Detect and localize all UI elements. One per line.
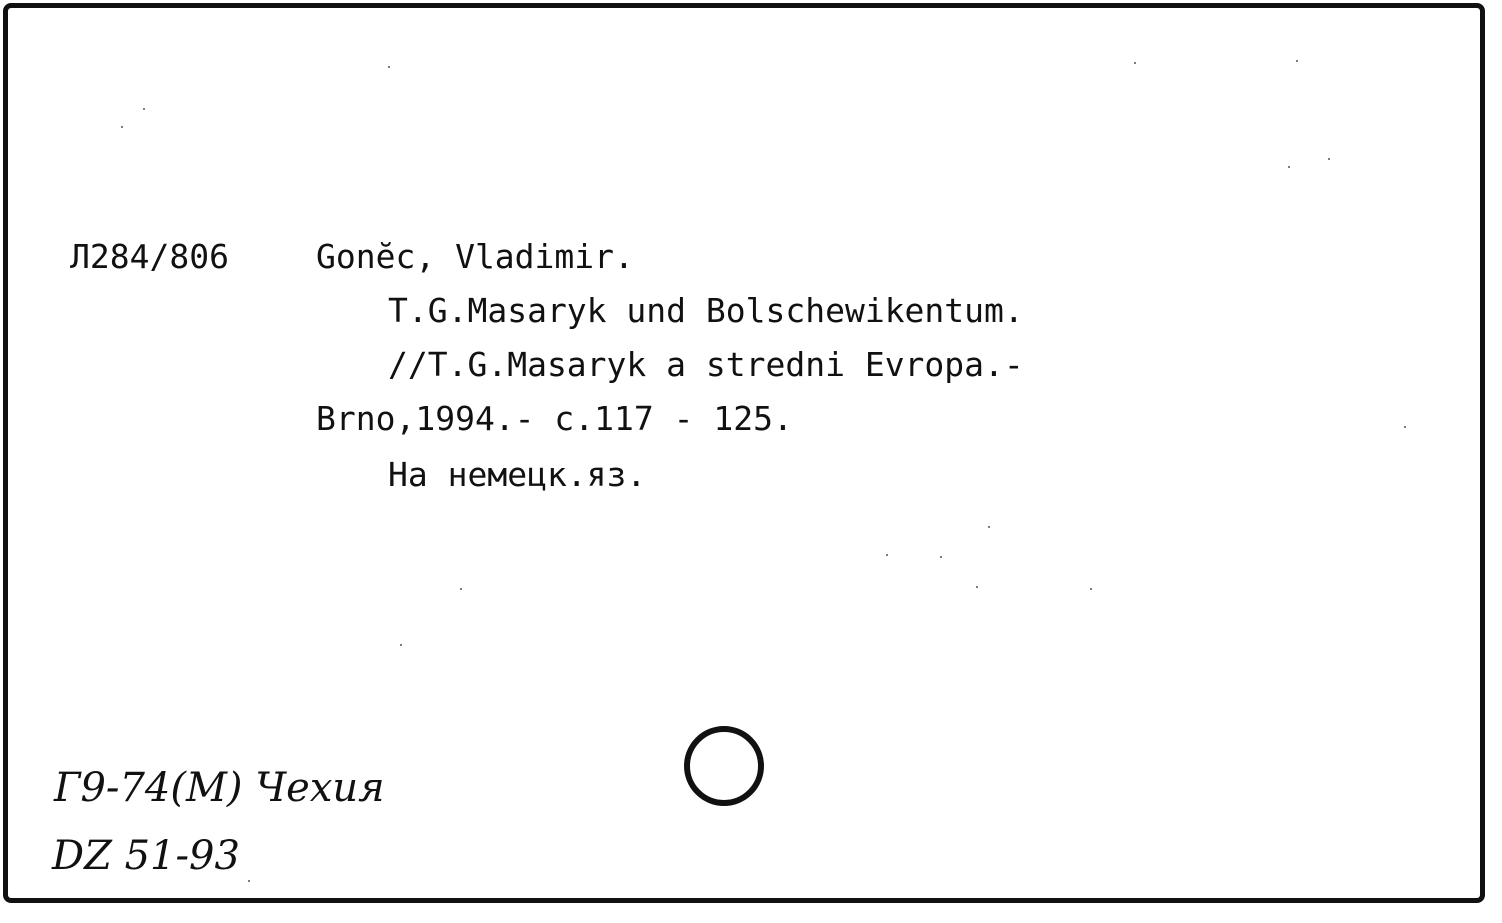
scan-speck (976, 586, 978, 588)
scan-speck (1288, 166, 1290, 168)
scan-speck (1404, 426, 1406, 428)
scan-speck (460, 588, 462, 590)
catalog-card (3, 3, 1485, 903)
scan-speck (1090, 588, 1092, 590)
scan-speck (1328, 158, 1330, 160)
scan-speck (1134, 62, 1136, 64)
scan-speck (388, 66, 390, 68)
scan-speck (121, 126, 123, 128)
work-title: T.G.Masaryk und Bolschewikentum. (388, 291, 1024, 330)
punch-hole (684, 726, 764, 806)
imprint: Brno,1994.- c.117 - 125. (316, 399, 793, 438)
handwritten-classification: Г9-74(М) Чехия (54, 765, 385, 811)
scan-speck (400, 644, 402, 646)
scan-speck (143, 108, 145, 110)
scan-speck (1296, 60, 1298, 62)
scan-speck (988, 526, 990, 528)
scan-speck (248, 880, 250, 882)
author-heading: Gonĕc, Vladimir. (316, 237, 634, 276)
source-publication: //T.G.Masaryk a stredni Evropa.- (388, 345, 1024, 384)
scan-speck (940, 556, 942, 558)
handwritten-accession-number: DZ 51-93 (52, 833, 240, 879)
language-note: На немецк.яз. (388, 455, 647, 494)
shelfmark: Л284/806 (70, 237, 229, 276)
scan-speck (886, 554, 888, 556)
